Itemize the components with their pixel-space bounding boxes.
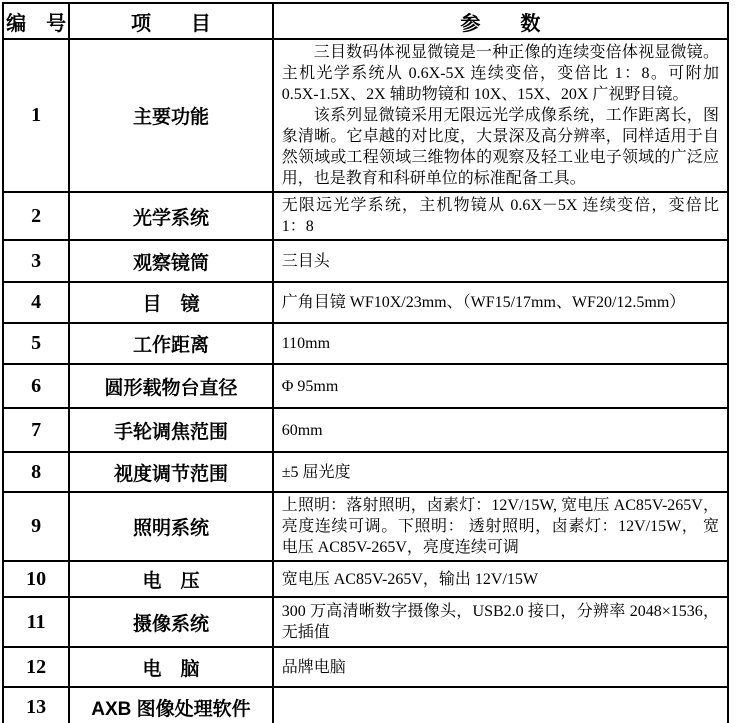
param-cell: ±5 屈光度 (273, 452, 728, 492)
param-cell: 广角目镜 WF10X/23mm、（WF15/17mm、WF20/12.5mm） (273, 282, 728, 323)
param-cell: 品牌电脑 (273, 647, 728, 687)
row-number-cell: 8 (3, 452, 69, 492)
spec-table (2, 2, 729, 723)
table-row (3, 192, 728, 240)
param-cell: 110mm (273, 323, 728, 364)
item-cell: 光学系统 (69, 192, 273, 240)
table-row (3, 364, 728, 408)
param-paragraph-2: 该系列显微镜采用无限远光学成像系统，工作距离长，图象清晰。它卓越的对比度，大景深及高分辨率，同样适用于自然领域或工程领域三维物体的观察及轻工业电子领域的广泛应用，也是教育和科研单位的标准配备工具。 (281, 107, 719, 187)
col-header-id: 编 号 (3, 3, 69, 39)
header-row (3, 3, 728, 39)
item-cell: 圆形载物台直径 (69, 364, 273, 408)
row-number-cell: 7 (3, 408, 69, 452)
item-cell: AXB 图像处理软件 (69, 687, 273, 723)
table-row (3, 561, 728, 597)
table-row (3, 647, 728, 687)
param-paragraph-1: 三目数码体视显微镜是一种正像的连续变倍体视显微镜。主机光学系统从 0.6X-5X 连续变倍，变倍比 1：8。可附加 0.5X-1.5X、2X 辅助物镜和 10X、15X、20X 广视野目镜。 (281, 44, 719, 103)
table-row (3, 39, 728, 192)
row-number-cell: 5 (3, 323, 69, 364)
param-cell: 300 万高清晰数字摄像头，USB2.0 接口，分辨率 2048×1536，无插值 (273, 597, 728, 647)
param-cell: 上照明：落射照明，卤素灯：12V/15W, 宽电压 AC85V-265V，亮度连续可调。下照明： 透射照明，卤素灯：12V/15W， 宽电压 AC85V-265V，亮度连续可调 (273, 492, 728, 561)
table-row (3, 240, 728, 282)
table-row (3, 492, 728, 561)
table-row (3, 323, 728, 364)
item-cell: 主要功能 (69, 39, 273, 192)
row-number-cell: 2 (3, 192, 69, 240)
table-row (3, 597, 728, 647)
item-cell: 照明系统 (69, 492, 273, 561)
item-cell: 电 脑 (69, 647, 273, 687)
item-cell: 摄像系统 (69, 597, 273, 647)
row-number-cell: 3 (3, 240, 69, 282)
item-cell: 目 镜 (69, 282, 273, 323)
table-row (3, 452, 728, 492)
row-number-cell: 10 (3, 561, 69, 597)
param-cell: 三目头 (273, 240, 728, 282)
col-header-param: 参 数 (273, 3, 728, 39)
col-header-item: 项 目 (69, 3, 273, 39)
row-number-cell: 4 (3, 282, 69, 323)
item-cell: 视度调节范围 (69, 452, 273, 492)
row-number-cell: 6 (3, 364, 69, 408)
param-cell: 宽电压 AC85V-265V，输出 12V/15W (273, 561, 728, 597)
item-cell: 工作距离 (69, 323, 273, 364)
item-cell: 电 压 (69, 561, 273, 597)
param-cell: 60mm (273, 408, 728, 452)
param-cell: 无限远光学系统，主机物镜从 0.6X－5X 连续变倍，变倍比 1：8 (273, 192, 728, 240)
row-number-cell: 13 (3, 687, 69, 723)
item-cell: 观察镜筒 (69, 240, 273, 282)
row-number-cell: 12 (3, 647, 69, 687)
table-row (3, 408, 728, 452)
row-number-cell: 1 (3, 39, 69, 192)
item-cell: 手轮调焦范围 (69, 408, 273, 452)
param-cell (273, 39, 728, 192)
param-cell: Φ 95mm (273, 364, 728, 408)
table-row (3, 282, 728, 323)
row-number-cell: 11 (3, 597, 69, 647)
row-number-cell: 9 (3, 492, 69, 561)
param-cell (273, 687, 728, 723)
table-row (3, 687, 728, 723)
